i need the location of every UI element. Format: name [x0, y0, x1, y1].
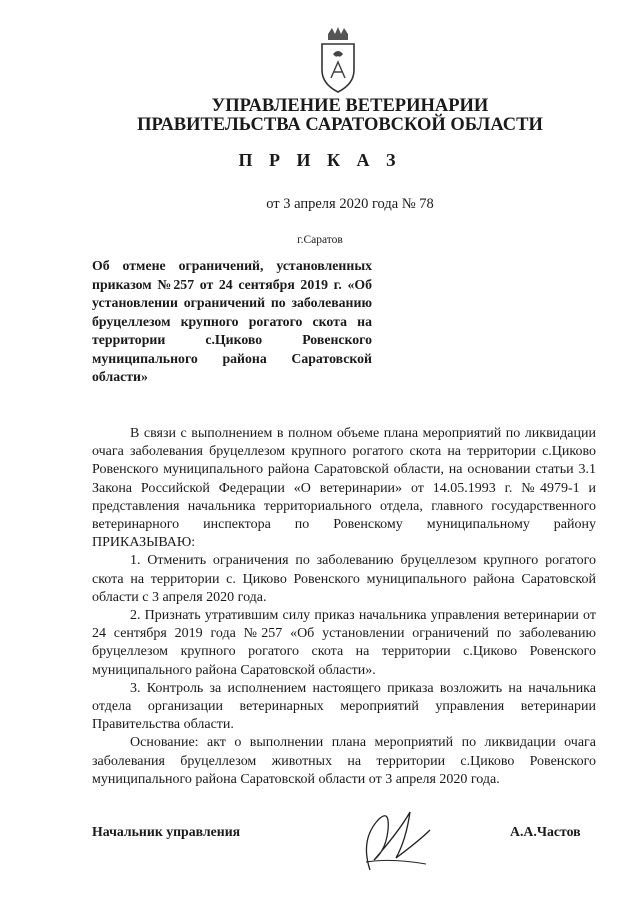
order-item-3: 3. Контроль за исполнением настоящего приказа возложить на начальника отдела организации ветеринарных мероприятий управления ветеринарии Правительства области. — [92, 680, 596, 733]
signatory-name: А.А.Частов — [510, 824, 581, 839]
order-item-2: 2. Признать утратившим силу приказ начальника управления ветеринарии от 24 сентября 2019 года №257 «Об установлении ограничений по заболеванию бруцеллезом крупного рогатого скота на территории с.Циково Ровенского муниципального района Саратовской области». — [92, 608, 596, 678]
preamble-paragraph: В связи с выполнением в полном объеме плана мероприятий по ликвидации очага заболевания бруцеллезом крупного рогатого скота на территории с.Циково Ровенского муниципального района Саратовской области, на основании статьи 3.1 Закона Российской Федерации «О ветеринарии» от 14.05.1993 г. №4979-1 и представления начальника территориального отдела, главного государственного ветеринарного инспектора по Ровенскому муниципальному району ПРИКАЗЫВАЮ: — [92, 426, 596, 551]
saratov-coat-of-arms-icon — [318, 26, 358, 96]
document-body — [92, 425, 596, 789]
document-subject: Об отмене ограничений, установленных приказом №257 от 24 сентября 2019 г. «Об установлении ограничений по заболеванию бруцеллезом крупного рогатого скота на территории с.Циково Ровенского муниципального района Саратовской области» — [92, 258, 372, 384]
handwritten-signature — [330, 800, 450, 880]
document-city: г.Саратов — [297, 234, 343, 246]
basis-paragraph: Основание: акт о выполнении плана мероприятий по ликвидации очага заболевания бруцеллезом животных на территории с.Циково Ровенского муниципального района Саратовской области от 3 апреля 2020 года. — [92, 735, 596, 787]
org-name-line2: ПРАВИТЕЛЬСТВА САРАТОВСКОЙ ОБЛАСТИ — [137, 115, 543, 135]
document-date-number: от 3 апреля 2020 года № 78 — [266, 196, 434, 212]
org-name-line1: УПРАВЛЕНИЕ ВЕТЕРИНАРИИ — [211, 96, 489, 116]
signatory-position: Начальник управления — [92, 824, 241, 839]
document-type: П Р И К А З — [238, 150, 402, 170]
order-item-1: 1. Отменить ограничения по заболеванию бруцеллезом крупного рогатого скота на территории с. Циково Ровенского муниципального района Саратовской области с 3 апреля 2020 года. — [92, 553, 596, 605]
